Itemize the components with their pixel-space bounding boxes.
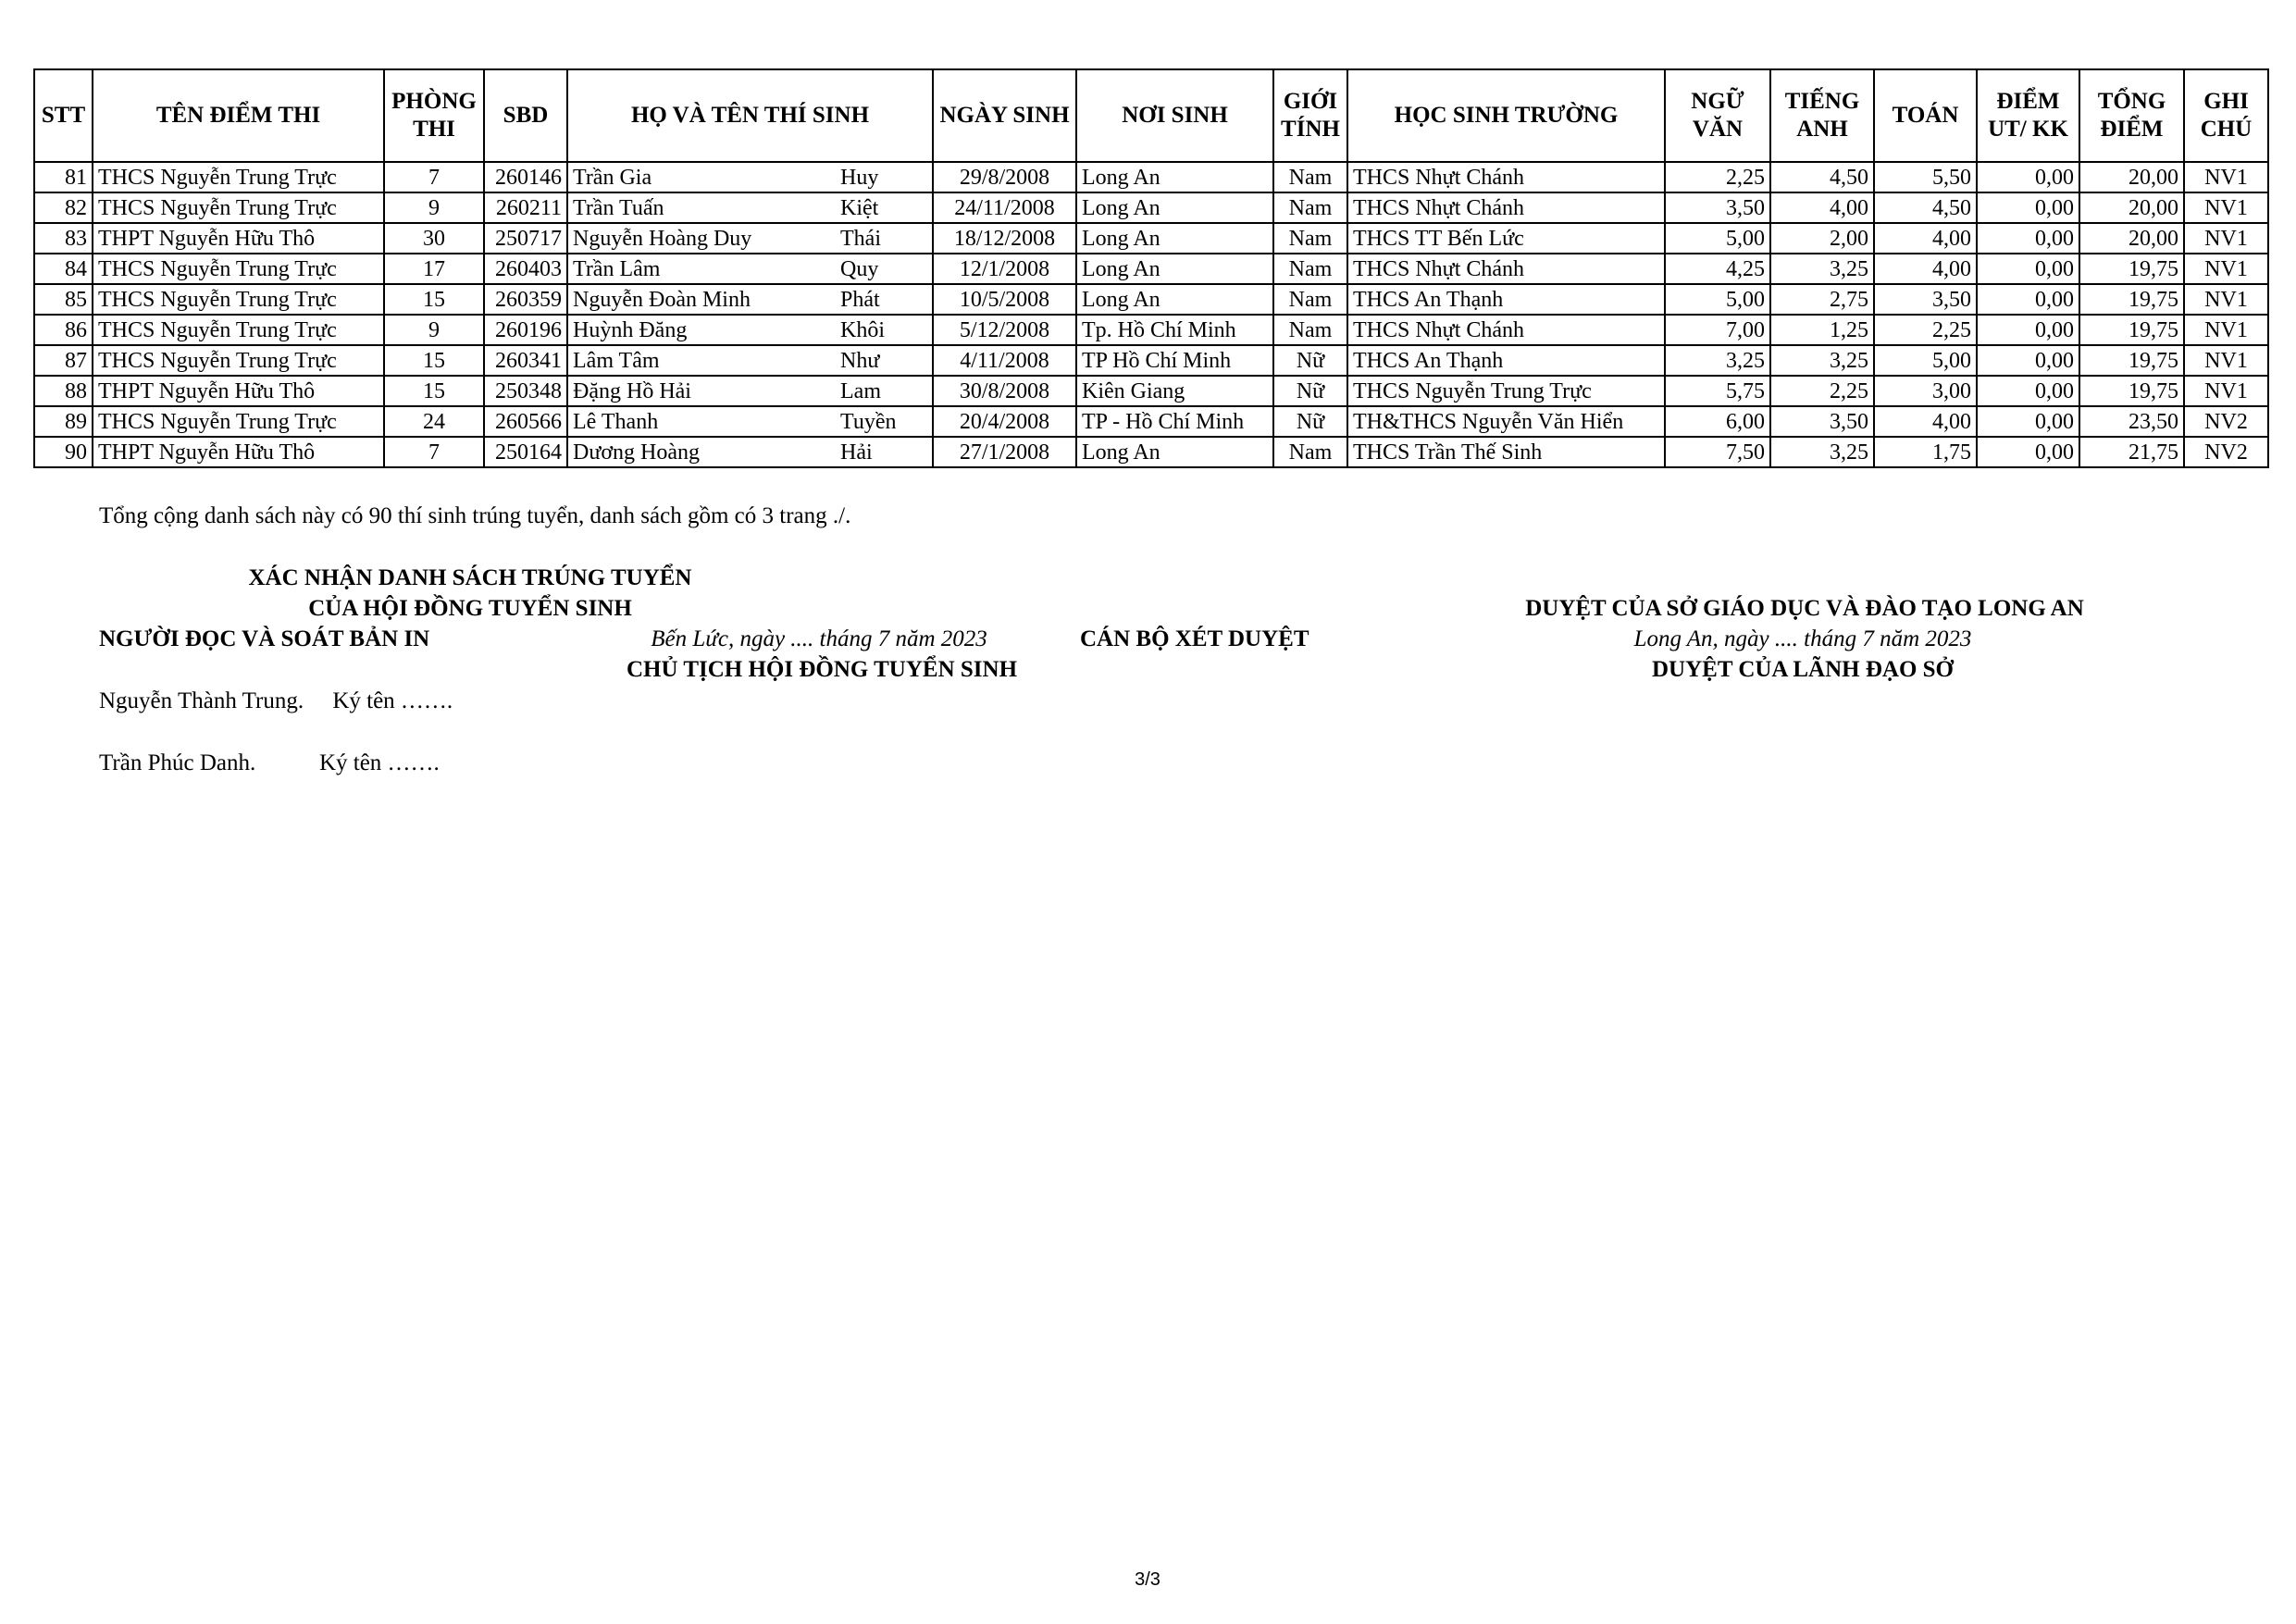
cell-last-name: Lâm Tâm: [573, 349, 660, 373]
cell-sbd: 260341: [484, 345, 567, 376]
cell-room: 7: [384, 162, 484, 192]
cell-full-name: [567, 223, 933, 254]
cell-first-name: Như: [840, 349, 880, 373]
cell-dob: 27/1/2008: [933, 437, 1076, 467]
cell-gender: Nữ: [1273, 376, 1347, 406]
cell-note: NV2: [2184, 437, 2268, 467]
cell-stt: 86: [34, 315, 93, 345]
cell-dob: 18/12/2008: [933, 223, 1076, 254]
cell-venue: THCS Nguyễn Trung Trực: [93, 345, 384, 376]
cell-bonus: 0,00: [1977, 437, 2079, 467]
cell-total: 20,00: [2079, 223, 2184, 254]
table-row: [34, 162, 2268, 192]
cell-room: 15: [384, 376, 484, 406]
cell-bonus: 0,00: [1977, 223, 2079, 254]
header-bonus: ĐIỂM UT/ KK: [1977, 69, 2079, 162]
cell-school: THCS Nhựt Chánh: [1347, 162, 1665, 192]
table-row: [34, 254, 2268, 284]
cell-pob: Tp. Hồ Chí Minh: [1076, 315, 1273, 345]
table-row: [34, 376, 2268, 406]
cell-sbd: 260403: [484, 254, 567, 284]
cell-math: 5,00: [1874, 345, 1977, 376]
cell-dob: 30/8/2008: [933, 376, 1076, 406]
table-row: [34, 406, 2268, 437]
header-room: PHÒNG THI: [384, 69, 484, 162]
cell-math: 3,50: [1874, 284, 1977, 315]
cell-total: 19,75: [2079, 254, 2184, 284]
cell-sbd: 250164: [484, 437, 567, 467]
header-school: HỌC SINH TRƯỜNG: [1347, 69, 1665, 162]
dept-date: Long An, ngày .... tháng 7 năm 2023: [1633, 626, 1972, 651]
cell-total: 19,75: [2079, 284, 2184, 315]
cell-last-name: Đặng Hồ Hải: [573, 379, 691, 403]
cell-first-name: Hải: [840, 440, 873, 465]
cell-last-name: Trần Gia: [573, 166, 652, 190]
cell-room: 30: [384, 223, 484, 254]
cell-last-name: Lê Thanh: [573, 410, 659, 434]
cell-stt: 88: [34, 376, 93, 406]
cell-last-name: Dương Hoàng: [573, 440, 701, 465]
header-name: HỌ VÀ TÊN THÍ SINH: [567, 69, 933, 162]
cell-dob: 12/1/2008: [933, 254, 1076, 284]
signer-2: Trần Phúc Danh. Ký tên …….: [99, 750, 440, 775]
cell-bonus: 0,00: [1977, 254, 2079, 284]
cell-room: 15: [384, 284, 484, 315]
cell-sbd: 250717: [484, 223, 567, 254]
confirm-heading-line2: CỦA HỘI ĐỒNG TUYỂN SINH: [308, 596, 632, 621]
cell-full-name: [567, 192, 933, 223]
cell-gender: Nam: [1273, 162, 1347, 192]
cell-gender: Nam: [1273, 254, 1347, 284]
cell-literature: 3,25: [1665, 345, 1770, 376]
cell-literature: 4,25: [1665, 254, 1770, 284]
signer-1: Nguyễn Thành Trung. Ký tên …….: [99, 688, 453, 713]
cell-first-name: Huy: [840, 166, 879, 190]
cell-literature: 7,50: [1665, 437, 1770, 467]
cell-pob: Long An: [1076, 284, 1273, 315]
table-row: [34, 315, 2268, 345]
cell-dob: 29/8/2008: [933, 162, 1076, 192]
cell-school: THCS Nhựt Chánh: [1347, 192, 1665, 223]
cell-full-name: [567, 254, 933, 284]
cell-last-name: Nguyễn Hoàng Duy: [573, 227, 752, 251]
cell-full-name: [567, 284, 933, 315]
cell-school: THCS An Thạnh: [1347, 345, 1665, 376]
cell-math: 4,00: [1874, 223, 1977, 254]
cell-literature: 6,00: [1665, 406, 1770, 437]
cell-english: 2,75: [1770, 284, 1874, 315]
cell-venue: THCS Nguyễn Trung Trực: [93, 315, 384, 345]
header-total: TỔNG ĐIỂM: [2079, 69, 2184, 162]
table-header-row: [34, 69, 2268, 162]
dept-leader-title: DUYỆT CỦA LÃNH ĐẠO SỞ: [1652, 657, 1954, 682]
cell-dob: 5/12/2008: [933, 315, 1076, 345]
cell-english: 1,25: [1770, 315, 1874, 345]
cell-full-name: [567, 315, 933, 345]
cell-sbd: 260359: [484, 284, 567, 315]
cell-venue: THPT Nguyễn Hữu Thô: [93, 223, 384, 254]
cell-pob: Long An: [1076, 223, 1273, 254]
cell-room: 7: [384, 437, 484, 467]
table-row: [34, 223, 2268, 254]
cell-school: THCS Nhựt Chánh: [1347, 315, 1665, 345]
cell-total: 23,50: [2079, 406, 2184, 437]
cell-note: NV1: [2184, 162, 2268, 192]
cell-math: 4,00: [1874, 406, 1977, 437]
cell-math: 1,75: [1874, 437, 1977, 467]
proofreader-title: NGƯỜI ĐỌC VÀ SOÁT BẢN IN: [99, 626, 430, 651]
cell-room: 9: [384, 315, 484, 345]
cell-english: 4,50: [1770, 162, 1874, 192]
council-chair-title: CHỦ TỊCH HỘI ĐỒNG TUYỂN SINH: [626, 657, 1018, 682]
cell-literature: 7,00: [1665, 315, 1770, 345]
cell-venue: THCS Nguyễn Trung Trực: [93, 192, 384, 223]
cell-school: THCS TT Bến Lức: [1347, 223, 1665, 254]
cell-pob: Long An: [1076, 437, 1273, 467]
council-date: Bến Lức, ngày .... tháng 7 năm 2023: [651, 626, 987, 651]
header-stt: STT: [34, 69, 93, 162]
cell-first-name: Phát: [840, 288, 880, 312]
cell-total: 19,75: [2079, 345, 2184, 376]
cell-bonus: 0,00: [1977, 162, 2079, 192]
cell-note: NV1: [2184, 223, 2268, 254]
cell-stt: 82: [34, 192, 93, 223]
cell-pob: Kiên Giang: [1076, 376, 1273, 406]
cell-last-name: Huỳnh Đăng: [573, 318, 688, 342]
header-literature: NGỮ VĂN: [1665, 69, 1770, 162]
cell-math: 3,00: [1874, 376, 1977, 406]
cell-gender: Nam: [1273, 192, 1347, 223]
cell-first-name: Quy: [840, 257, 879, 281]
admission-results-table: [33, 68, 2269, 468]
header-english: TIẾNG ANH: [1770, 69, 1874, 162]
cell-venue: THCS Nguyễn Trung Trực: [93, 406, 384, 437]
cell-english: 3,25: [1770, 437, 1874, 467]
page-number: 3/3: [1135, 1569, 1160, 1590]
cell-english: 3,50: [1770, 406, 1874, 437]
cell-first-name: Thái: [840, 227, 881, 251]
cell-last-name: Trần Tuấn: [573, 196, 664, 220]
table-body: [34, 162, 2268, 467]
cell-stt: 83: [34, 223, 93, 254]
cell-stt: 90: [34, 437, 93, 467]
cell-sbd: 250348: [484, 376, 567, 406]
cell-literature: 5,00: [1665, 223, 1770, 254]
cell-english: 3,25: [1770, 254, 1874, 284]
cell-dob: 24/11/2008: [933, 192, 1076, 223]
header-pob: NƠI SINH: [1076, 69, 1273, 162]
cell-english: 4,00: [1770, 192, 1874, 223]
cell-total: 20,00: [2079, 162, 2184, 192]
cell-note: NV1: [2184, 345, 2268, 376]
cell-full-name: [567, 162, 933, 192]
cell-literature: 5,75: [1665, 376, 1770, 406]
cell-bonus: 0,00: [1977, 345, 2079, 376]
reviewer-title: CÁN BỘ XÉT DUYỆT: [1080, 626, 1309, 651]
cell-first-name: Kiệt: [840, 196, 879, 220]
header-venue: TÊN ĐIỂM THI: [93, 69, 384, 162]
cell-bonus: 0,00: [1977, 315, 2079, 345]
cell-room: 24: [384, 406, 484, 437]
cell-venue: THCS Nguyễn Trung Trực: [93, 162, 384, 192]
cell-note: NV1: [2184, 254, 2268, 284]
cell-note: NV1: [2184, 315, 2268, 345]
cell-full-name: [567, 406, 933, 437]
cell-school: THCS Nhựt Chánh: [1347, 254, 1665, 284]
summary-text: Tổng cộng danh sách này có 90 thí sinh trúng tuyển, danh sách gồm có 3 trang ./.: [99, 503, 851, 528]
cell-dob: 4/11/2008: [933, 345, 1076, 376]
cell-venue: THPT Nguyễn Hữu Thô: [93, 376, 384, 406]
cell-full-name: [567, 437, 933, 467]
cell-stt: 81: [34, 162, 93, 192]
cell-bonus: 0,00: [1977, 284, 2079, 315]
cell-first-name: Khôi: [840, 318, 885, 342]
cell-literature: 3,50: [1665, 192, 1770, 223]
cell-gender: Nam: [1273, 223, 1347, 254]
cell-stt: 87: [34, 345, 93, 376]
cell-pob: TP - Hồ Chí Minh: [1076, 406, 1273, 437]
cell-gender: Nam: [1273, 284, 1347, 315]
cell-bonus: 0,00: [1977, 192, 2079, 223]
cell-literature: 2,25: [1665, 162, 1770, 192]
cell-school: THCS An Thạnh: [1347, 284, 1665, 315]
cell-note: NV2: [2184, 406, 2268, 437]
cell-venue: THPT Nguyễn Hữu Thô: [93, 437, 384, 467]
header-math: TOÁN: [1874, 69, 1977, 162]
cell-venue: THCS Nguyễn Trung Trực: [93, 284, 384, 315]
cell-total: 19,75: [2079, 376, 2184, 406]
cell-pob: Long An: [1076, 254, 1273, 284]
table-row: [34, 437, 2268, 467]
cell-sbd: 260211: [484, 192, 567, 223]
cell-pob: TP Hồ Chí Minh: [1076, 345, 1273, 376]
cell-pob: Long An: [1076, 192, 1273, 223]
dept-approval-title: DUYỆT CỦA SỞ GIÁO DỤC VÀ ĐÀO TẠO LONG AN: [1525, 596, 2084, 621]
table-row: [34, 345, 2268, 376]
cell-english: 3,25: [1770, 345, 1874, 376]
cell-full-name: [567, 345, 933, 376]
header-note: GHI CHÚ: [2184, 69, 2268, 162]
cell-total: 21,75: [2079, 437, 2184, 467]
cell-stt: 84: [34, 254, 93, 284]
cell-stt: 85: [34, 284, 93, 315]
cell-room: 15: [384, 345, 484, 376]
cell-gender: Nữ: [1273, 345, 1347, 376]
cell-total: 20,00: [2079, 192, 2184, 223]
cell-last-name: Nguyễn Đoàn Minh: [573, 288, 751, 312]
cell-room: 17: [384, 254, 484, 284]
cell-gender: Nữ: [1273, 406, 1347, 437]
cell-stt: 89: [34, 406, 93, 437]
table-row: [34, 284, 2268, 315]
cell-pob: Long An: [1076, 162, 1273, 192]
cell-dob: 10/5/2008: [933, 284, 1076, 315]
table-row: [34, 192, 2268, 223]
cell-gender: Nam: [1273, 315, 1347, 345]
cell-full-name: [567, 376, 933, 406]
cell-note: NV1: [2184, 192, 2268, 223]
cell-math: 4,50: [1874, 192, 1977, 223]
cell-school: THCS Nguyễn Trung Trực: [1347, 376, 1665, 406]
cell-school: TH&THCS Nguyễn Văn Hiển: [1347, 406, 1665, 437]
cell-school: THCS Trần Thế Sinh: [1347, 437, 1665, 467]
cell-venue: THCS Nguyễn Trung Trực: [93, 254, 384, 284]
cell-bonus: 0,00: [1977, 376, 2079, 406]
cell-math: 4,00: [1874, 254, 1977, 284]
cell-dob: 20/4/2008: [933, 406, 1076, 437]
cell-note: NV1: [2184, 376, 2268, 406]
header-sbd: SBD: [484, 69, 567, 162]
cell-english: 2,25: [1770, 376, 1874, 406]
header-dob: NGÀY SINH: [933, 69, 1076, 162]
cell-first-name: Tuyền: [840, 410, 897, 434]
cell-bonus: 0,00: [1977, 406, 2079, 437]
cell-english: 2,00: [1770, 223, 1874, 254]
header-gender: GIỚI TÍNH: [1273, 69, 1347, 162]
cell-gender: Nam: [1273, 437, 1347, 467]
cell-total: 19,75: [2079, 315, 2184, 345]
cell-sbd: 260566: [484, 406, 567, 437]
cell-note: NV1: [2184, 284, 2268, 315]
cell-last-name: Trần Lâm: [573, 257, 661, 281]
cell-sbd: 260196: [484, 315, 567, 345]
cell-math: 5,50: [1874, 162, 1977, 192]
cell-math: 2,25: [1874, 315, 1977, 345]
cell-sbd: 260146: [484, 162, 567, 192]
cell-room: 9: [384, 192, 484, 223]
cell-first-name: Lam: [840, 379, 881, 403]
confirm-heading-line1: XÁC NHẬN DANH SÁCH TRÚNG TUYỂN: [248, 565, 692, 590]
cell-literature: 5,00: [1665, 284, 1770, 315]
